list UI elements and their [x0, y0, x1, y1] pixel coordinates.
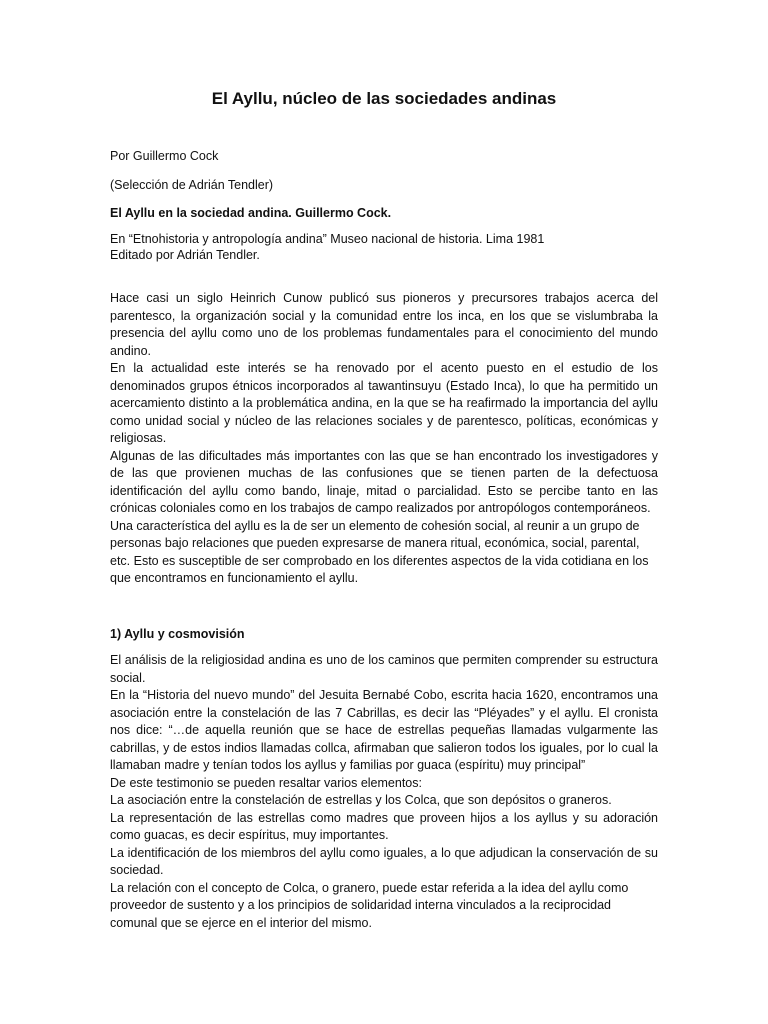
section-body — [110, 652, 658, 932]
selection-line: (Selección de Adrián Tendler) — [110, 178, 274, 192]
paragraph: Hace casi un siglo Heinrich Cunow publicó sus pioneros y precursores trabajos acerca del parentesco, la organización social y la comunidad entre los inca, en los que se vislumbraba la presencia del ayllu como uno de los problemas fundamentales para el conocimiento del mundo andino. — [110, 291, 658, 358]
intro-section — [110, 290, 658, 588]
paragraph: Algunas de las dificultades más importantes con las que se han encontrado los investigadores y de las que provienen muchas de las confusiones que se tienen parten de la defectuosa identificación del ayllu como bando, linaje, mitad o parcialidad. Esto se percibe tanto en las crónicas coloniales como en los trabajos de campo realizados por antropólogos contemporáneos. — [110, 448, 658, 515]
section-heading: 1) Ayllu y cosmovisión — [110, 627, 245, 641]
paragraph: De este testimonio se pueden resaltar varios elementos: — [110, 775, 422, 790]
document-title: El Ayllu, núcleo de las sociedades andinas — [211, 89, 557, 108]
document-subtitle: El Ayllu en la sociedad andina. Guillermo Cock. — [110, 206, 392, 220]
paragraph: La representación de las estrellas como madres que proveen hijos a los ayllus y su adoración como guacas, es decir espíritus, muy importantes. — [110, 810, 658, 842]
paragraph: La identificación de los miembros del ayllu como iguales, a lo que adjudican la conservación de su sociedad. — [110, 845, 658, 877]
source-line-1: En “Etnohistoria y antropología andina” Museo nacional de historia. Lima 1981 — [110, 232, 545, 246]
paragraph: El análisis de la religiosidad andina es uno de los caminos que permiten comprender su estructura social. — [110, 653, 658, 685]
paragraph: Una característica del ayllu es la de ser un elemento de cohesión social, al reunir a un grupo de personas bajo relaciones que pueden expresarse de manera ritual, económica, social, parental, etc. Esto es susceptible de ser comprobado en los diferentes aspectos de la vida cotidiana en los que encontramos en funcionamiento el ayllu. — [110, 518, 649, 585]
paragraph: La relación con el concepto de Colca, o granero, puede estar referida a la idea del ayllu como proveedor de sustento y a los principios de solidaridad interna vinculados a la reciprocidad comunal que se ejerce en el interior del mismo. — [110, 880, 629, 930]
paragraph: En la actualidad este interés se ha renovado por el acento puesto en el estudio de los denominados grupos étnicos incorporados al tawantinsuyu (Estado Inca), lo que ha permitido un acercamiento distinto a la problemática andina, en la que se ha reafirmado la importancia del ayllu como unidad social y núcleo de las relaciones sociales y de parentesco, políticas, económicas y religiosas. — [110, 361, 658, 445]
paragraph: En la “Historia del nuevo mundo” del Jesuita Bernabé Cobo, escrita hacia 1620, encontramos una asociación entre la constelación de las 7 Cabrillas, es decir las “Pléyades” y el ayllu. El cronista nos dice: “…de aquella reunión que se hace de estrellas pequeñas llamadas vulgarmente las cabrillas, y de estos indios llamadas collca, afirmaban que salieron todos los iguales, por lo cual la llamaban madre y tenían todos los ayllus y familias por guaca (espíritu) muy principal” — [110, 688, 658, 772]
paragraph: La asociación entre la constelación de estrellas y los Colca, que son depósitos o graneros. — [110, 793, 612, 807]
author-line: Por Guillermo Cock — [110, 149, 219, 163]
source-line-2: Editado por Adrián Tendler. — [110, 248, 260, 262]
